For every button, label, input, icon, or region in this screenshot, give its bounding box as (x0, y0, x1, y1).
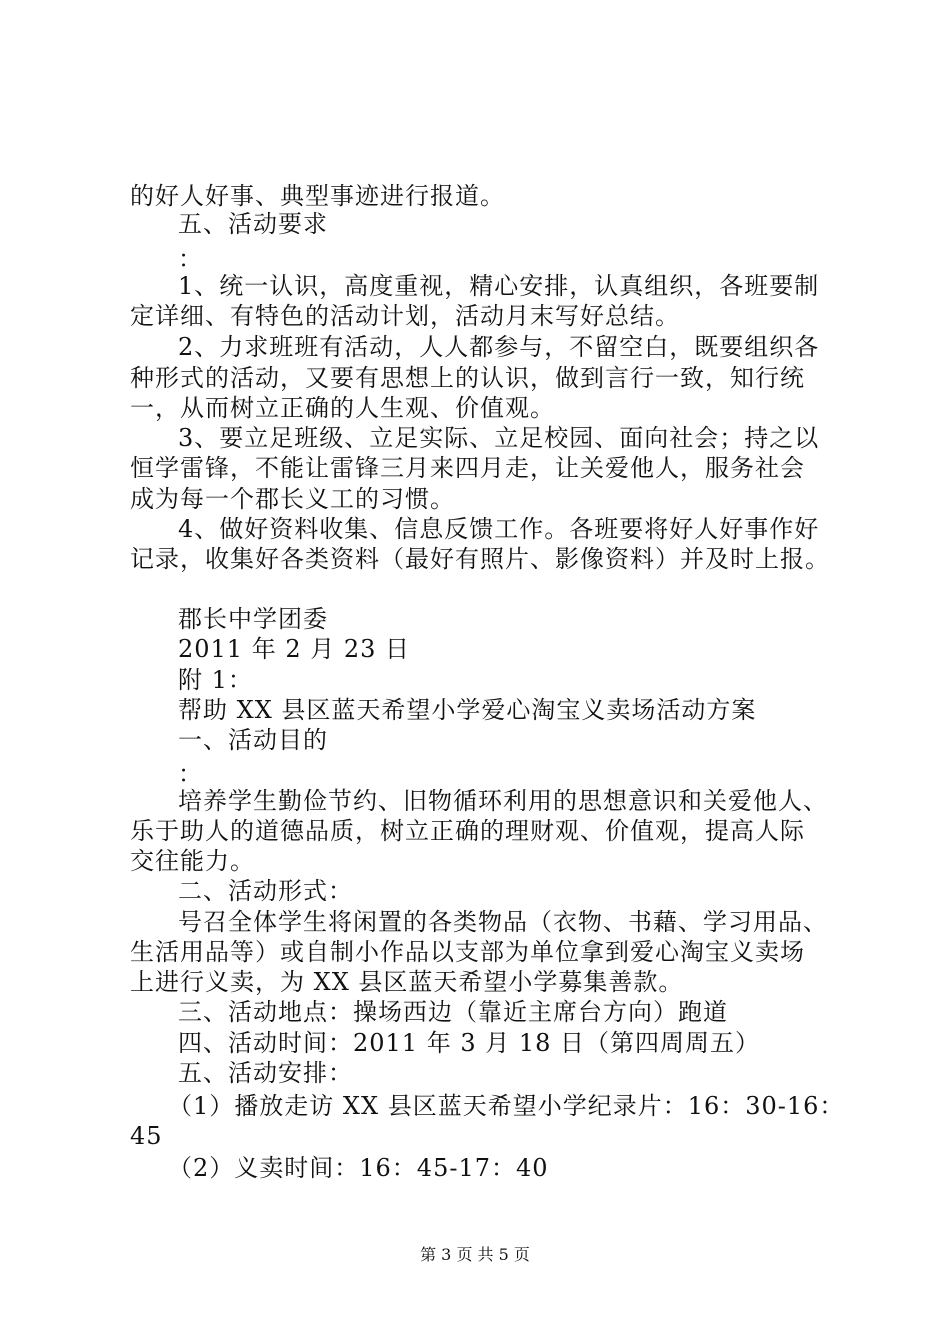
signature-org: 郡长中学团委 (178, 605, 328, 633)
paragraph-line: 记录，收集好各类资料（最好有照片、影像资料）并及时上报。 (130, 545, 830, 573)
paragraph-line: 种形式的活动，又要有思想上的认识，做到言行一致，知行统 (130, 364, 805, 392)
section-heading: 二、活动形式： (178, 877, 353, 905)
paragraph-line: 4、做好资料收集、信息反馈工作。各班要将好人好事作好 (178, 515, 820, 543)
paragraph-line: 定详细、有特色的活动计划，活动月末写好总结。 (130, 302, 680, 330)
paragraph-line: 3、要立足班级、立足实际、立足校园、面向社会；持之以 (178, 424, 820, 452)
paragraph-line: 上进行义卖，为 XX 县区蓝天希望小学募集善款。 (130, 968, 684, 996)
paragraph-line: 45 (130, 1122, 163, 1150)
paragraph-line: 1、统一认识，高度重视，精心安排，认真组织，各班要制 (178, 272, 820, 300)
section-heading: 三、活动地点：操场西边（靠近主席台方向）跑道 (178, 998, 728, 1026)
section-heading: 五、活动要求 (178, 210, 328, 238)
paragraph-line: 交往能力。 (130, 847, 255, 875)
paragraph-line: ： (178, 760, 203, 788)
paragraph-line: 号召全体学生将闲置的各类物品（衣物、书藉、学习用品、 (178, 908, 828, 936)
paragraph-line: （2）义卖时间：16：45-17：40 (168, 1154, 549, 1182)
page-footer: 第 3 页 共 5 页 (420, 1245, 530, 1264)
attachment-title: 帮助 XX 县区蓝天希望小学爱心淘宝义卖场活动方案 (178, 696, 757, 724)
attachment-label: 附 1： (178, 666, 253, 694)
paragraph-line: ： (178, 245, 203, 273)
paragraph-line: 一，从而树立正确的人生观、价值观。 (130, 394, 555, 422)
paragraph-line: 培养学生勤俭节约、旧物循环利用的思想意识和关爱他人、 (178, 787, 828, 815)
paragraph-line: 乐于助人的道德品质，树立正确的理财观、价值观，提高人际 (130, 817, 805, 845)
section-heading: 一、活动目的 (178, 726, 328, 754)
paragraph-line: 的好人好事、典型事迹进行报道。 (130, 182, 505, 210)
section-heading: 四、活动时间：2011 年 3 月 18 日（第四周周五） (178, 1029, 761, 1057)
paragraph-line: （1）播放走访 XX 县区蓝天希望小学纪录片：16：30-16： (168, 1092, 845, 1120)
signature-date: 2011 年 2 月 23 日 (178, 635, 411, 663)
paragraph-line: 生活用品等）或自制小作品以支部为单位拿到爱心淘宝义卖场 (130, 938, 805, 966)
paragraph-line: 2、力求班班有活动，人人都参与，不留空白，既要组织各 (178, 333, 820, 361)
paragraph-line: 成为每一个郡长义工的习惯。 (130, 485, 455, 513)
section-heading: 五、活动安排： (178, 1059, 353, 1087)
paragraph-line: 恒学雷锋，不能让雷锋三月来四月走，让关爱他人，服务社会 (130, 454, 805, 482)
